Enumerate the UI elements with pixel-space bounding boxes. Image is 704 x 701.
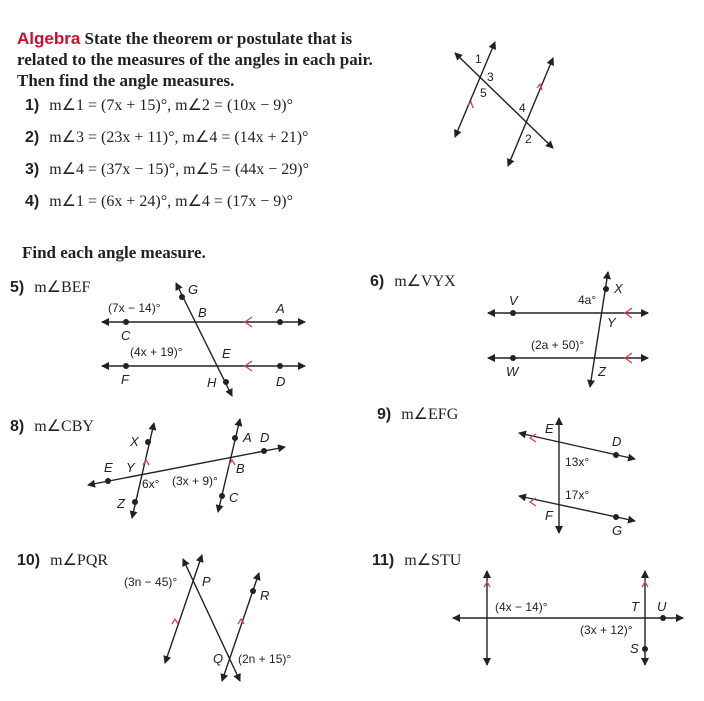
svg-text:6x°: 6x° [142, 477, 160, 491]
svg-text:G: G [188, 282, 199, 297]
svg-text:X: X [614, 281, 623, 296]
svg-text:A: A [243, 430, 252, 445]
problem-8: 8) m∠CBY [10, 418, 94, 435]
svg-text:(4x − 14)°: (4x − 14)° [495, 600, 548, 614]
svg-text:(4x + 19)°: (4x + 19)° [130, 345, 183, 359]
pair-4: 4) m∠1 = (6x + 24)°, m∠4 = (17x − 9)° [25, 193, 294, 210]
svg-text:13x°: 13x° [565, 455, 590, 469]
svg-text:F: F [121, 372, 129, 387]
svg-text:(3x + 12)°: (3x + 12)° [580, 623, 633, 637]
svg-text:B: B [198, 305, 207, 320]
svg-text:Z: Z [598, 364, 606, 379]
problem-5: 5) m∠BEF [10, 279, 91, 296]
svg-text:V: V [509, 293, 518, 308]
svg-text:(7x − 14)°: (7x − 14)° [108, 301, 161, 315]
angle-2-label: 2 [525, 132, 532, 146]
svg-text:E: E [222, 346, 231, 361]
pair-2: 2) m∠3 = (23x + 11)°, m∠4 = (14x + 21)° [25, 129, 309, 146]
svg-text:P: P [202, 574, 211, 589]
svg-text:Q: Q [213, 651, 224, 666]
svg-text:(3n − 45)°: (3n − 45)° [124, 575, 178, 589]
problem-9: 9) m∠EFG [377, 406, 459, 423]
angle-1-label: 1 [475, 52, 482, 66]
svg-text:A: A [276, 301, 285, 316]
svg-text:C: C [229, 490, 239, 505]
svg-text:X: X [130, 434, 139, 449]
svg-text:E: E [104, 460, 113, 475]
svg-text:R: R [260, 588, 270, 603]
svg-text:G: G [612, 523, 623, 538]
svg-text:(3x + 9)°: (3x + 9)° [172, 474, 218, 488]
svg-text:H: H [207, 375, 217, 390]
svg-text:(2n + 15)°: (2n + 15)° [238, 652, 292, 666]
svg-text:W: W [506, 364, 519, 379]
algebra-keyword: Algebra [17, 29, 81, 48]
svg-text:D: D [276, 374, 286, 389]
svg-text:4a°: 4a° [578, 293, 597, 307]
section-title: Find each angle measure. [22, 243, 206, 262]
svg-text:Y: Y [607, 315, 616, 330]
svg-text:T: T [631, 599, 639, 614]
svg-text:B: B [236, 461, 245, 476]
svg-text:(2a + 50)°: (2a + 50)° [531, 338, 585, 352]
angle-3-label: 3 [487, 70, 494, 84]
angle-5-label: 5 [480, 86, 487, 100]
pair-3: 3) m∠4 = (37x − 15)°, m∠5 = (44x − 29)° [25, 161, 310, 178]
svg-text:17x°: 17x° [565, 488, 590, 502]
svg-text:S: S [630, 641, 639, 656]
problem-10: 10) m∠PQR [17, 552, 109, 569]
angle-4-label: 4 [519, 101, 526, 115]
svg-text:C: C [121, 328, 131, 343]
svg-text:F: F [545, 508, 553, 523]
svg-text:Z: Z [117, 496, 125, 511]
instructions-text: State the theorem or postulate that is related to the measures of the angles in each pair. Then find the angle measures. [17, 29, 373, 90]
svg-text:D: D [612, 434, 622, 449]
svg-text:U: U [657, 599, 667, 614]
svg-text:Y: Y [126, 460, 135, 475]
pair-1: 1) m∠1 = (7x + 15)°, m∠2 = (10x − 9)° [25, 97, 294, 114]
svg-text:D: D [260, 430, 270, 445]
problem-6: 6) m∠VYX [370, 273, 456, 290]
problem-11: 11) m∠STU [372, 552, 462, 569]
svg-text:E: E [545, 421, 554, 436]
